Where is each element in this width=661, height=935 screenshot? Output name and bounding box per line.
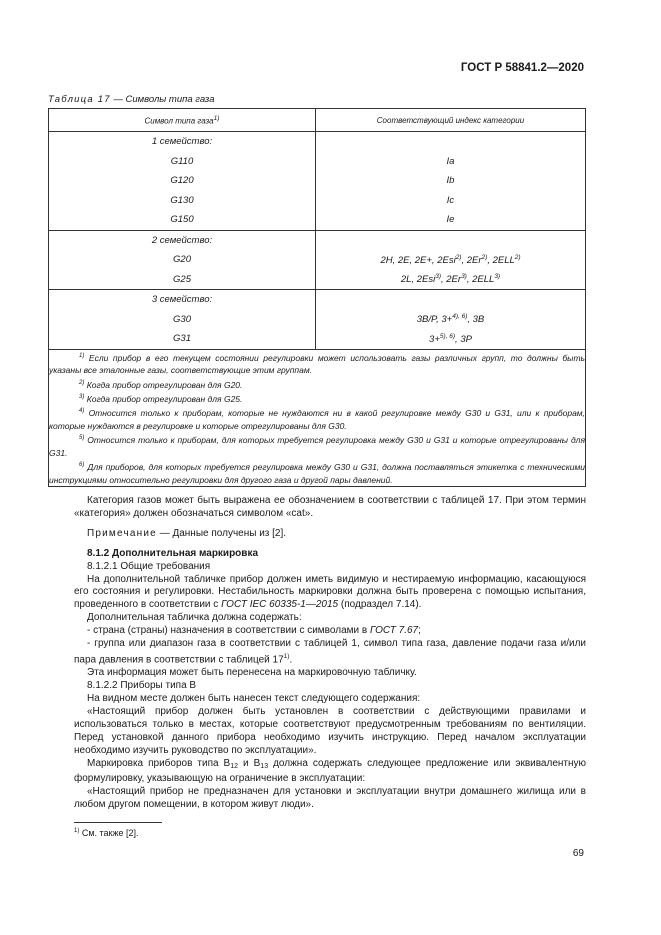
family-label: 3 семейство:: [49, 290, 316, 310]
footnote-separator: [74, 822, 162, 823]
note-label: Примечание: [87, 527, 157, 539]
paragraph-plate-content: Дополнительная табличка должна содержать:: [87, 612, 302, 624]
paragraph-visible-text: На видном месте должен быть нанесен текст следующего содержания:: [87, 693, 421, 705]
gas-symbol: G31: [49, 329, 316, 349]
family-label: 2 семейство:: [49, 230, 316, 250]
family-empty-cell: [316, 230, 586, 250]
table-header-row: [49, 109, 586, 132]
table-row: [49, 171, 586, 191]
table-row: [49, 250, 586, 270]
family-empty-cell: [316, 290, 586, 310]
family-empty-cell: [316, 132, 586, 152]
category-index: 2L, 2Esi$^{3)}$, 2Er$^{3)}$, 2ELL$^{3)}$: [316, 270, 586, 290]
category-index: 3B/P, 3+$^{4), 6)}$, 3B: [316, 310, 586, 330]
table-row: [49, 270, 586, 290]
gas-type-symbols-table: [48, 108, 586, 487]
table-note: $^{3)}$ Когда прибор отрегулирован для G25.: [79, 393, 243, 404]
paragraph-additional-plate: На дополнительной табличке прибор должен иметь видимую и нестираемую информацию, касающуюся его состояния и регулировки. Нестабильность маркировки должна быть проверена с помощью испытания, проведенного в соответствии с ГОСТ IEC 60335-1—2015 (подраздел 7.14).: [74, 573, 586, 611]
table-notes: [49, 349, 586, 487]
footnote: $^{1)}$ См. также [2].: [74, 828, 139, 838]
paragraph-quote-restriction: «Настоящий прибор не предназначен для установки и эксплуатации внутри домашнего жилища или в любом другом помещении, в котором живут люди».: [74, 786, 586, 811]
gas-symbol: G150: [49, 210, 316, 230]
category-index: Ia: [316, 152, 586, 172]
paragraph-quote-installation: «Настоящий прибор должен быть установлен в соответствии с действующими правилами и использоваться только в местах, которые соответствуют предусмотренным требованиям по вентиляции. Перед установкой данного прибора необходимо изучить инструкцию. Перед началом эксплуатации необходимо изучить руководство по эксплуатации».: [74, 705, 586, 756]
category-index: 2H, 2E, 2E+, 2Esi$^{2)}$, 2Er$^{2)}$, 2ELL$^{2)}$: [316, 250, 586, 270]
gas-symbol: G25: [49, 270, 316, 290]
footnote-ref: 1): [283, 652, 290, 660]
page-number: 69: [572, 848, 584, 859]
note-text: — Данные получены из [2].: [156, 527, 287, 539]
subsection-heading-8-1-2-1: 8.1.2.1 Общие требования: [87, 560, 211, 572]
family-row: [49, 290, 586, 310]
subsection-heading-8-1-2-2: 8.1.2.2 Приборы типа В: [87, 680, 197, 692]
table-note: $^{1)}$ Если прибор в его текущем состоянии регулировки может использовать газы различных групп, то должны быть указаны все эталонные газы, соответствующие этим группам.: [49, 352, 585, 375]
category-index: Ic: [316, 191, 586, 211]
table-note: $^{2)}$ Когда прибор отрегулирован для G20.: [79, 379, 243, 390]
standard-reference: ГОСТ 7.67: [369, 625, 419, 637]
section-heading-8-1-2: 8.1.2 Дополнительная маркировка: [87, 547, 259, 559]
paragraph-category: Категория газов может быть выражена ее обозначением в соответствии с таблицей 17. При этом термин «категория» должен обозначаться символом «cat».: [74, 495, 586, 519]
list-item: - группа или диапазон газа в соответствии с таблицей 1, символ типа газа, давление подачи газа и/или пара давления в соответствии с таблицей 17$^{1)}$.: [74, 638, 586, 666]
table-caption-title: — Символы типа газа: [110, 94, 215, 105]
table-row: [49, 210, 586, 230]
table-notes-row: [49, 349, 586, 487]
category-index: Ib: [316, 171, 586, 191]
category-index: Ie: [316, 210, 586, 230]
paragraph-marking-b12-b13: Маркировка приборов типа $В_{12}$ и $В_{13}$ должна содержать следующее предложение или эквивалентную формулировку, указывающую на ограничение в эксплуатации:: [74, 757, 587, 785]
table-note: $^{4)}$ Относится только к приборам, которые не нуждаются ни в какой регулировке между G30 и G31, или к приборам, которые нуждаются в регулировке и которые отрегулированы для G30.: [49, 408, 585, 431]
standard-reference: ГОСТ IEC 60335-1—2015: [221, 599, 339, 611]
gas-symbol: G120: [49, 171, 316, 191]
table-note: $^{6)}$ Для приборов, для которых требуется регулировка между G30 и G31, должна поставляться этикетка с техническими инструкциями относительно регулировки для другого газа и другой пары давлений.: [49, 462, 585, 485]
table-row: [49, 310, 586, 330]
column-header-symbol: Символ типа газа$^{1)}$: [49, 109, 316, 132]
table-note: $^{5)}$ Относится только к приборам, для которых требуется регулировка между G30 и G31 и которые отрегулированы для G31.: [49, 435, 585, 458]
table-caption-number: Таблица 17: [48, 94, 111, 105]
table-row: [49, 191, 586, 211]
table-caption: [48, 94, 215, 105]
document-header: ГОСТ Р 58841.2—2020: [460, 62, 584, 74]
paragraph-transfer-info: Эта информация может быть перенесена на маркировочную табличку.: [87, 667, 417, 679]
category-index: 3+$^{5), 6)}$, 3P: [316, 329, 586, 349]
table-row: [49, 152, 586, 172]
gas-symbol: G30: [49, 310, 316, 330]
table-row: [49, 329, 586, 349]
list-item: - страна (страны) назначения в соответствии с символами в ГОСТ 7.67;: [87, 625, 421, 637]
column-header-category-index: Соответствующий индекс категории: [316, 109, 586, 132]
gas-symbol: G110: [49, 152, 316, 172]
family-row: [49, 230, 586, 250]
note: [74, 528, 586, 541]
gas-symbol: G130: [49, 191, 316, 211]
family-row: [49, 132, 586, 152]
family-label: 1 семейство:: [49, 132, 316, 152]
body-text: [74, 495, 586, 812]
gas-symbol: G20: [49, 250, 316, 270]
